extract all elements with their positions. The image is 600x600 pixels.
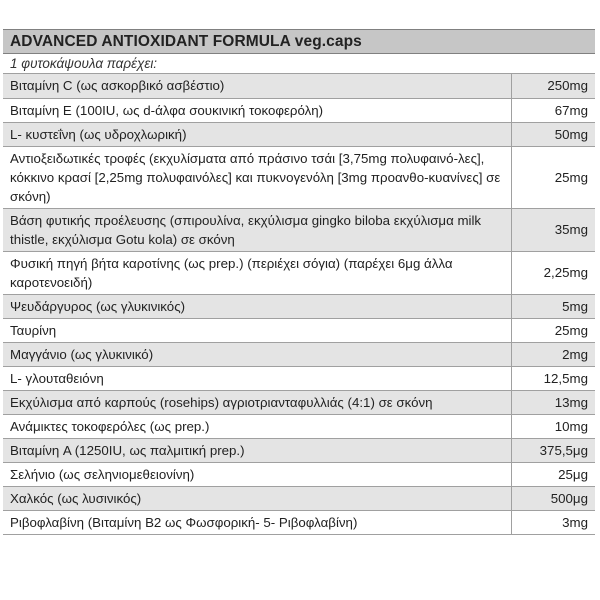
ingredient-name: Βιταμίνη C (ως ασκορβικό ασβέστιο) <box>3 74 511 98</box>
ingredient-amount: 3mg <box>511 510 595 534</box>
ingredient-amount: 50mg <box>511 122 595 146</box>
ingredient-amount: 35mg <box>511 208 595 251</box>
table-row <box>3 208 595 251</box>
table-row <box>3 146 595 208</box>
ingredient-name: Βιταμίνη A (1250IU, ως παλμιτική prep.) <box>3 438 511 462</box>
ingredient-name: Σελήνιο (ως σεληνιομεθειονίνη) <box>3 462 511 486</box>
table-row <box>3 251 595 294</box>
ingredient-amount: 13mg <box>511 390 595 414</box>
table-row <box>3 98 595 122</box>
ingredient-name: Ανάμικτες τοκοφερόλες (ως prep.) <box>3 414 511 438</box>
ingredient-amount: 10mg <box>511 414 595 438</box>
table-row <box>3 486 595 510</box>
product-title: ADVANCED ANTIOXIDANT FORMULA veg.caps <box>3 29 595 54</box>
ingredient-amount: 2mg <box>511 342 595 366</box>
table-row <box>3 74 595 98</box>
ingredient-name: L- κυστεΐνη (ως υδροχλωρική) <box>3 122 511 146</box>
ingredient-amount: 25mg <box>511 146 595 208</box>
table-row <box>3 342 595 366</box>
ingredient-name: Βιταμίνη E (100IU, ως d-άλφα σουκινική τοκοφερόλη) <box>3 98 511 122</box>
ingredient-amount: 67mg <box>511 98 595 122</box>
ingredient-name: Ταυρίνη <box>3 318 511 342</box>
table-row <box>3 294 595 318</box>
table-row <box>3 122 595 146</box>
ingredient-name: Αντιοξειδωτικές τροφές (εκχυλίσματα από πράσινο τσάι [3,75mg πολυφαινό-λες], κόκκινο κρασί [2,25mg πολυφαινόλες] και πυκνογενόλη [3mg προανθο-κυανίνες] σε σκόνη) <box>3 146 511 208</box>
ingredient-name: Μαγγάνιο (ως γλυκινικό) <box>3 342 511 366</box>
table-row <box>3 462 595 486</box>
ingredient-name: Ψευδάργυρος (ως γλυκινικός) <box>3 294 511 318</box>
table-row <box>3 414 595 438</box>
ingredient-amount: 2,25mg <box>511 251 595 294</box>
table-row <box>3 510 595 534</box>
ingredients-table <box>3 74 595 535</box>
ingredient-name: Χαλκός (ως λυσινικός) <box>3 486 511 510</box>
table-row <box>3 366 595 390</box>
table-row <box>3 390 595 414</box>
ingredient-amount: 25mg <box>511 318 595 342</box>
ingredient-amount: 12,5mg <box>511 366 595 390</box>
supplement-facts-panel <box>3 29 595 580</box>
ingredient-name: Φυσική πηγή βήτα καροτίνης (ως prep.) (περιέχει σόγια) (παρέχει 6μg άλλα καροτενοειδή) <box>3 251 511 294</box>
table-row <box>3 438 595 462</box>
ingredient-amount: 500μg <box>511 486 595 510</box>
ingredient-name: Βάση φυτικής προέλευσης (σπιρουλίνα, εκχύλισμα gingko biloba εκχύλισμα milk thistle, εκχύλισμα Gotu kola) σε σκόνη <box>3 208 511 251</box>
ingredient-amount: 250mg <box>511 74 595 98</box>
ingredient-name: L- γλουταθειόνη <box>3 366 511 390</box>
ingredient-amount: 5mg <box>511 294 595 318</box>
serving-subtitle: 1 φυτοκάψουλα παρέχει: <box>3 54 595 74</box>
table-row <box>3 318 595 342</box>
ingredient-amount: 375,5μg <box>511 438 595 462</box>
ingredient-name: Ριβοφλαβίνη (Βιταμίνη B2 ως Φωσφορική- 5- Ριβοφλαβίνη) <box>3 510 511 534</box>
ingredient-name: Εκχύλισμα από καρπούς (rosehips) αγριοτριανταφυλλιάς (4:1) σε σκόνη <box>3 390 511 414</box>
ingredient-amount: 25μg <box>511 462 595 486</box>
